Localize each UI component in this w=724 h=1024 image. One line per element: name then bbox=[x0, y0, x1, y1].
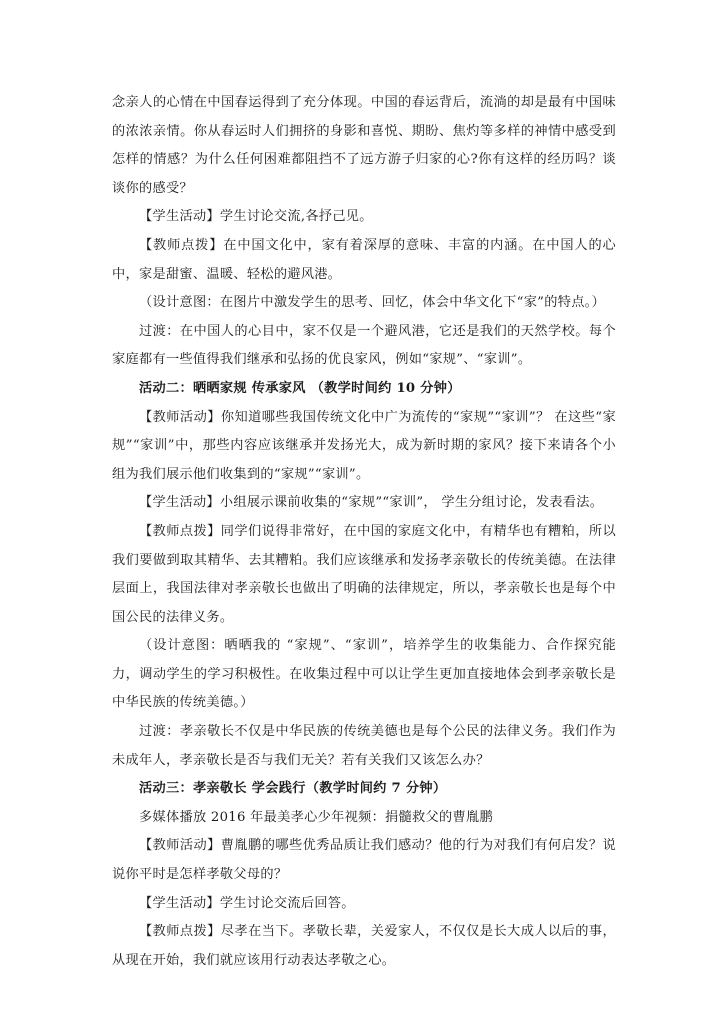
paragraph-intro-continued: 念亲人的心情在中国春运得到了充分体现。中国的春运背后，流淌的却是最有中国味的浓浓亲情。你从春运时人们拥挤的身影和喜悦、期盼、焦灼等多样的神情中感受到怎样的情感？为什么任何困难都阻挡不了远方游子归家的心?你有这样的经历吗？谈谈你的感受？ bbox=[112, 95, 616, 196]
document-page bbox=[112, 89, 616, 975]
paragraph-teacher-guidance-1: 【教师点拨】在中国文化中，家有着深厚的意味、丰富的内涵。在中国人的心中，家是甜蜜、温暖、轻松的避风港。 bbox=[112, 237, 616, 282]
paragraph-student-activity-3: 【学生活动】学生讨论交流后回答。 bbox=[139, 895, 355, 911]
paragraph-student-activity-1: 【学生活动】学生讨论交流,各抒己见。 bbox=[139, 209, 373, 225]
paragraph-design-intent-2: （设计意图：晒晒我的 “家规”、“家训”，培养学生的收集能力、合作探究能力，调动学生的学习积极性。在收集过程中可以让学生更加直接地体会到孝亲敬长是中华民族的传统美德。） bbox=[112, 638, 616, 711]
paragraph-student-activity-2: 【学生活动】小组展示课前收集的“家规”“家训”， 学生分组讨论，发表看法。 bbox=[139, 495, 604, 511]
paragraph-multimedia: 多媒体播放 2016 年最美孝心少年视频：捐髓救父的曹胤鹏 bbox=[139, 809, 493, 825]
paragraph-teacher-activity-2: 【教师活动】你知道哪些我国传统文化中广为流传的“家规”“家训”？ 在这些“家规”“家训”中，那些内容应该继承并发扬光大，成为新时期的家风？接下来请各个小组为我们展示他们收集到的“家规”“家训”。 bbox=[112, 409, 616, 482]
heading-activity-two: 活动二：晒晒家规 传承家风 （教学时间约 10 分钟） bbox=[139, 380, 461, 396]
paragraph-design-intent-1: （设计意图：在图片中激发学生的思考、回忆，体会中华文化下“家”的特点。） bbox=[139, 295, 606, 311]
paragraph-teacher-guidance-3: 【教师点拨】尽孝在当下。孝敬长辈，关爱家人，不仅仅是长大成人以后的事，从现在开始，我们就应该用行动表达孝敬之心。 bbox=[112, 924, 616, 968]
paragraph-teacher-guidance-2: 【教师点拨】同学们说得非常好，在中国的家庭文化中，有精华也有糟粕，所以我们要做到取其精华、去其糟粕。我们应该继承和发扬孝亲敬长的传统美德。在法律层面上，我国法律对孝亲敬长也做出了明确的法律规定，所以，孝亲敬长也是每个中国公民的法律义务。 bbox=[112, 523, 616, 625]
heading-activity-three: 活动三：孝亲敬长 学会践行（教学时间约 7 分钟） bbox=[139, 781, 447, 797]
paragraph-transition-1: 过渡：在中国人的心目中，家不仅是一个避风港，它还是我们的天然学校。每个家庭都有一些值得我们继承和弘扬的优良家风，例如“家规”、“家训”。 bbox=[112, 323, 616, 368]
paragraph-teacher-activity-3: 【教师活动】曹胤鹏的哪些优秀品质让我们感动？他的行为对我们有何启发？说说你平时是怎样孝敬父母的？ bbox=[112, 838, 616, 883]
paragraph-transition-2: 过渡：孝亲敬长不仅是中华民族的传统美德也是每个公民的法律义务。我们作为未成年人，孝亲敬长是否与我们无关？若有关我们又该怎么办？ bbox=[112, 724, 616, 768]
